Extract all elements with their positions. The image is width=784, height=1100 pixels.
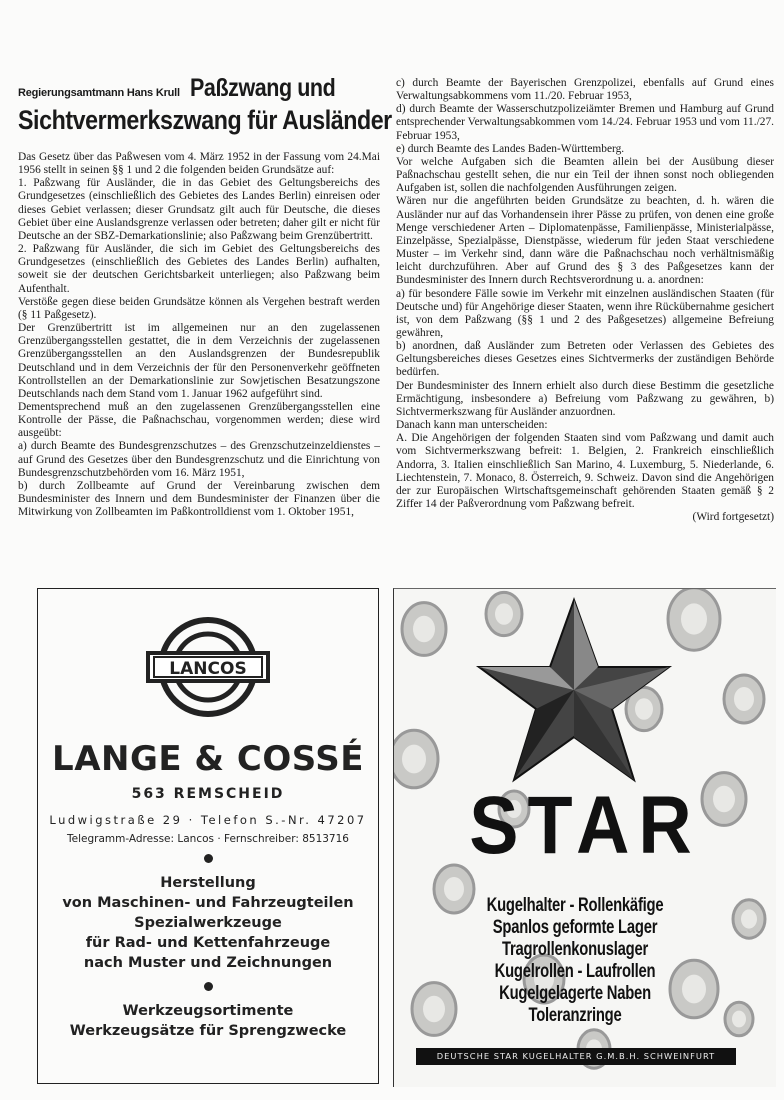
product-line: Werkzeugsätze für Sprengzwecke: [69, 1023, 347, 1039]
bearing-bore: [681, 603, 707, 634]
paragraph: Verstöße gegen diese beiden Grundsätze können als Vergehen bestraft werden (§ 11 Paßgesetz).: [18, 295, 380, 321]
paragraph: Das Gesetz über das Paßwesen vom 4. März 1952 in der Fassung vom 24.Mai 1956 stellt in seinen §§ 1 und 2 die folgenden beiden Grundsätze auf:: [18, 151, 380, 177]
lancos-logo: [143, 615, 273, 720]
company-address: Ludwigstraße 29 · Telefon S.-Nr. 47207: [49, 813, 367, 827]
article-column-right: [396, 77, 774, 524]
star-brand: STAR: [469, 780, 701, 871]
paragraph: c) durch Beamte der Bayerischen Grenzpolizei, ebenfalls auf Grund eines Verwaltungsabkommens vom 11./20. Februar 1953,: [396, 77, 774, 103]
paragraph: 1. Paßzwang für Ausländer, die in das Gebiet des Geltungsbereichs des Grundgesetzes (einschließlich des Gebietes des Landes Berlin) einreisen oder dieses Gebiet verlassen; dieser Grundsatz gilt auch für Deutsche, die dieses Gebiet über eine Auslandsgrenze verlassen oder betreten; daher gilt er nicht für Deutsche an der SBZ-Demarkationslinie; also Paßzwang beim Grenzübertritt.: [18, 177, 380, 242]
bearing-bore: [413, 616, 435, 642]
product-line: Kugelrollen - Laufrollen: [494, 961, 656, 982]
lancos-logo-text: LANCOS: [169, 659, 247, 679]
paragraph: b) anordnen, daß Ausländer zum Betreten oder Verlassen des Gebietes des Geltungsbereiches dieses Gesetzes eines Sichtvermerks der zuständigen Behörde bedürfen.: [396, 340, 774, 379]
product-line: nach Muster und Zeichnungen: [83, 955, 333, 971]
product-line: Werkzeugsortimente: [122, 1003, 294, 1019]
paragraph: a) für besondere Fälle sowie im Verkehr mit einzelnen ausländischen Staaten (für Deutsche und) für Angehörige dieser Staaten, wenn ihre Rückübernahme gesichert ist, von dem Paßzwang (§§ 1 und 2 des Paßgesetzes) allgemeine Befreiung gewähren,: [396, 287, 774, 339]
paragraph: Der Bundesminister des Innern erhielt also durch diese Bestimm die gesetzliche Ermächtigung, insbesondere a) Befreiung vom Paßzwang zu gewähren, b) Sichtvermerkszwang für Ausländer anzuordnen.: [396, 379, 774, 418]
product-line: Kugelgelagerte Naben: [499, 983, 651, 1004]
paragraph: A. Die Angehörigen der folgenden Staaten sind vom Paßzwang und damit auch vom Sichtvermerkszwang befreit: 1. Belgien, 2. Frankreich einschließlich Andorra, 3. Italien einschließlich San Marino, 4. Luxemburg, 5. Niederlande, 6. Liechtenstein, 7. Monaco, 8. Österreich, 9. Schweiz. Davon sind die Angehörigen der zur Europäischen Wirtschaftsgemeinschaft gehörenden Staaten gemäß § 2 Ziffer 14 der Paßverordnung vom Paßzwang befreit.: [396, 432, 774, 510]
paragraph: 2. Paßzwang für Ausländer, die sich im Gebiet des Geltungsbereichs des Grundgesetzes (einschließlich des Gebietes des Landes Berlin) aufhalten, soweit sie der deutschen Gerichtsbarkeit unterliegen; also Paßzwang beim Aufenthalt.: [18, 243, 380, 295]
article-header: [18, 74, 438, 103]
company-city: 563 REMSCHEID: [131, 786, 285, 802]
advertisement-star: [393, 588, 776, 1087]
product-list-1: [38, 873, 378, 973]
star-logo-icon: [474, 595, 674, 785]
product-line: Kugelhalter - Rollenkäfige: [486, 895, 664, 916]
paragraph: Der Grenzübertritt ist im allgemeinen nur an den zugelassenen Grenzübergangsstellen gestattet, die in dem Verzeichnis der zugelassenen Grenzübergangsstellen an den Auslandsgrenzen der Bundesrepublik Deutschland und in dem Verzeichnis der für den Personenverkehr geöffneten Kontrollstellen an der Demarkationslinie zur Sowjetischen Besatzungszone Deutschlands nach dem Stand vom 1. Januar 1962 aufgeführt sind.: [18, 322, 380, 400]
advertisement-lange-cosse: [37, 588, 379, 1084]
paragraph: d) durch Beamte der Wasserschutzpolizeiämter Bremen und Hamburg auf Grund entsprechender Verwaltungsabkommen vom 14./24. Februar 1953 und vom 11./27. Februar 1953,: [396, 103, 774, 142]
product-line: für Rad- und Kettenfahrzeuge: [85, 935, 331, 951]
product-line: von Maschinen- und Fahrzeugteilen: [62, 895, 354, 911]
star-product-list: [394, 895, 756, 1027]
paragraph: a) durch Beamte des Bundesgrenzschutzes – des Grenzschutzeinzeldienstes – auf Grund des Gesetzes über den Bundesgrenzschutz und die Einrichtung von Bundesgrenzschutzbehörden vom 16. März 1951,: [18, 440, 380, 479]
paragraph: Danach kann man unterscheiden:: [396, 419, 548, 432]
bullet-icon: [204, 854, 213, 863]
star-footer-bar: DEUTSCHE STAR KUGELHALTER G.M.B.H. SCHWEINFURT: [416, 1048, 736, 1065]
paragraph: e) durch Beamte des Landes Baden-Württemberg.: [396, 142, 625, 155]
bullet-icon: [204, 982, 213, 991]
bearing-bore: [402, 745, 426, 774]
continued-note: (Wird fortgesetzt): [692, 511, 774, 524]
author-byline: Regierungsamtmann Hans Krull: [18, 87, 180, 99]
article-column-left: [18, 151, 380, 519]
company-name: LANGE & COSSÉ: [52, 739, 364, 779]
paragraph: Dementsprechend muß an den zugelassenen Grenzübergangsstellen eine Kontrolle der Pässe, die Paßnachschau, vorgenommen werden; diese wird ausgeübt:: [18, 400, 380, 440]
product-line: Herstellung: [160, 875, 256, 891]
product-list-2: [38, 1001, 378, 1041]
paragraph: Vor welche Aufgaben sich die Beamten allein bei der Ausübung dieser Paßnachschau gestellt sehen, die nur ein Teil der ihnen sonst noch obliegenden Aufgaben ist, sollen die nachfolgenden Ausführungen zeigen.: [396, 155, 774, 195]
product-line: Tragrollenkonuslager: [501, 939, 649, 960]
company-telegram: Telegramm-Adresse: Lancos · Fernschreiber: 8513716: [67, 833, 349, 845]
product-line: Spanlos geformte Lager: [492, 917, 658, 938]
paragraph: b) durch Zollbeamte auf Grund der Vereinbarung zwischen dem Bundesminister des Innern und dem Bundesminister der Finanzen über die Mitwirkung von Zollbeamten im Paßkontrolldienst vom 1. Oktober 1951,: [18, 479, 380, 519]
product-line: Toleranzringe: [528, 1005, 622, 1026]
article-title-part2: Sichtvermerkszwang für Ausländer: [18, 105, 392, 135]
product-line: Spezialwerkzeuge: [134, 915, 282, 931]
paragraph: Wären nur die angeführten beiden Grundsätze zu beachten, d. h. wären die Ausländer nur auf das Vorhandensein ihrer Pässe zu prüfen, von denen eine große Menge verschiedener Arten – Diplomatenpässe, Familienpässe, Ministerialpässe, Einzelpässe, Spezialpässe, Dienstpässe, wiederum für jeden Staat verschiedene Muster – im Verkehr sind, dann wäre die Paßnachschau noch verhältnismäßig leicht durchzuführen. Aber auf Grund des § 3 des Paßgesetzes kann der Bundesminister des Innern durch Rechtsverordnung u. a. anordnen:: [396, 195, 774, 287]
article-title-part1: Paßzwang und: [189, 74, 336, 102]
bearing-bore: [734, 687, 754, 711]
